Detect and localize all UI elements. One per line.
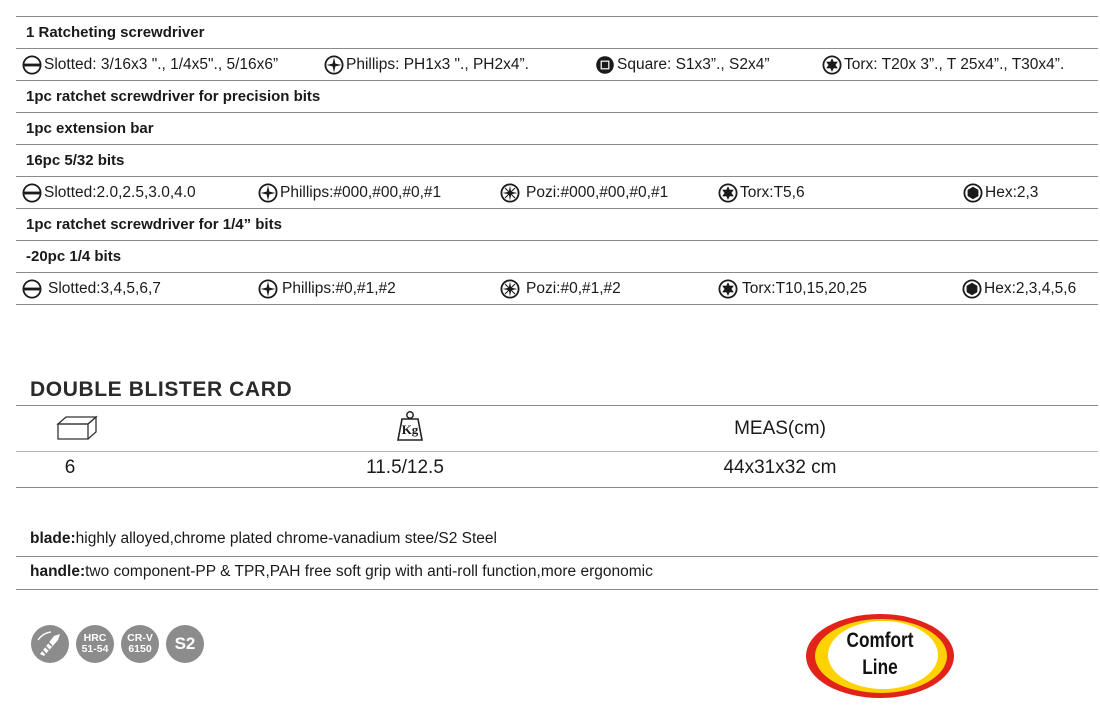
rule [16, 272, 1098, 273]
torx-icon [718, 183, 738, 203]
torx-icon [822, 55, 842, 75]
bit-hex: Hex:2,3 [963, 181, 1038, 205]
rule [16, 112, 1098, 113]
rule [16, 176, 1098, 177]
hex-icon [963, 183, 983, 203]
spec-header: 1 Ratcheting screwdriver [26, 24, 205, 41]
torx-icon [718, 279, 738, 299]
pozi-icon [500, 183, 520, 203]
rule [16, 487, 1098, 488]
s2-badge: S2 [166, 625, 204, 663]
meas-value: 44x31x32 cm [723, 457, 837, 478]
bit-pozi: Pozi:#0,#1,#2 [500, 277, 621, 301]
phillips-icon [258, 279, 278, 299]
rule [16, 405, 1098, 406]
phillips-icon [324, 55, 344, 75]
insulated-grip-icon [31, 625, 69, 663]
bit-pozi: Pozi:#000,#00,#0,#1 [500, 181, 668, 205]
bit-torx: Torx:T10,15,20,25 [718, 277, 867, 301]
bit-phillips: Phillips:#0,#1,#2 [258, 277, 396, 301]
bit-slotted: Slotted:3,4,5,6,7 [22, 277, 161, 301]
rule [16, 304, 1098, 305]
rule [16, 240, 1098, 241]
spec-line-precision: 1pc ratchet screwdriver for precision bits [26, 88, 321, 105]
rule [16, 80, 1098, 81]
spec-line-extension: 1pc extension bar [26, 120, 154, 137]
bit-torx: Torx: T20x 3”., T 25x4”., T30x4”. [822, 53, 1064, 77]
slotted-icon [22, 183, 42, 203]
bit-slotted: Slotted: 3/16x3 "., 1/4x5"., 5/16x6” [22, 53, 278, 77]
bit-phillips: Phillips:#000,#00,#0,#1 [258, 181, 441, 205]
phillips-icon [258, 183, 278, 203]
spec-line-20pc: -20pc 1/4 bits [26, 248, 122, 265]
hex-icon [962, 279, 982, 299]
pozi-icon [500, 279, 520, 299]
hrc-badge: HRC 51-54 [76, 625, 114, 663]
rule [16, 48, 1098, 49]
comfort-line-logo [805, 613, 955, 699]
handle-spec: handle:two component-PP & TPR,PAH free soft grip with anti-roll function,more ergonomic [30, 563, 653, 580]
rule [16, 208, 1098, 209]
rule [16, 144, 1098, 145]
slotted-icon [22, 55, 42, 75]
weight-value: 11.5/12.5 [366, 457, 444, 478]
rule [16, 589, 1098, 590]
qty-value: 6 [64, 457, 76, 478]
spec-line-16pc: 16pc 5/32 bits [26, 152, 125, 169]
meas-header: MEAS(cm) [734, 418, 826, 439]
crv-badge: CR-V 6150 [121, 625, 159, 663]
slotted-icon [22, 279, 42, 299]
bit-phillips: Phillips: PH1x3 "., PH2x4”. [324, 53, 529, 77]
weight-icon: Kg [396, 410, 424, 442]
square-icon [595, 55, 615, 75]
rule [16, 16, 1098, 17]
blade-spec: blade:highly alloyed,chrome plated chrome-vanadium stee/S2 Steel [30, 530, 497, 547]
bit-slotted: Slotted:2.0,2.5,3.0,4.0 [22, 181, 196, 205]
spec-line-quarter: 1pc ratchet screwdriver for 1/4” bits [26, 216, 282, 233]
box-icon [56, 414, 98, 442]
bit-hex: Hex:2,3,4,5,6 [962, 277, 1076, 301]
rule [16, 556, 1098, 557]
logo-text: Comfort Line [846, 629, 914, 679]
packaging-title: DOUBLE BLISTER CARD [30, 378, 293, 401]
bit-torx: Torx:T5,6 [718, 181, 805, 205]
rule [16, 451, 1098, 452]
bit-square: Square: S1x3”., S2x4” [595, 53, 770, 77]
